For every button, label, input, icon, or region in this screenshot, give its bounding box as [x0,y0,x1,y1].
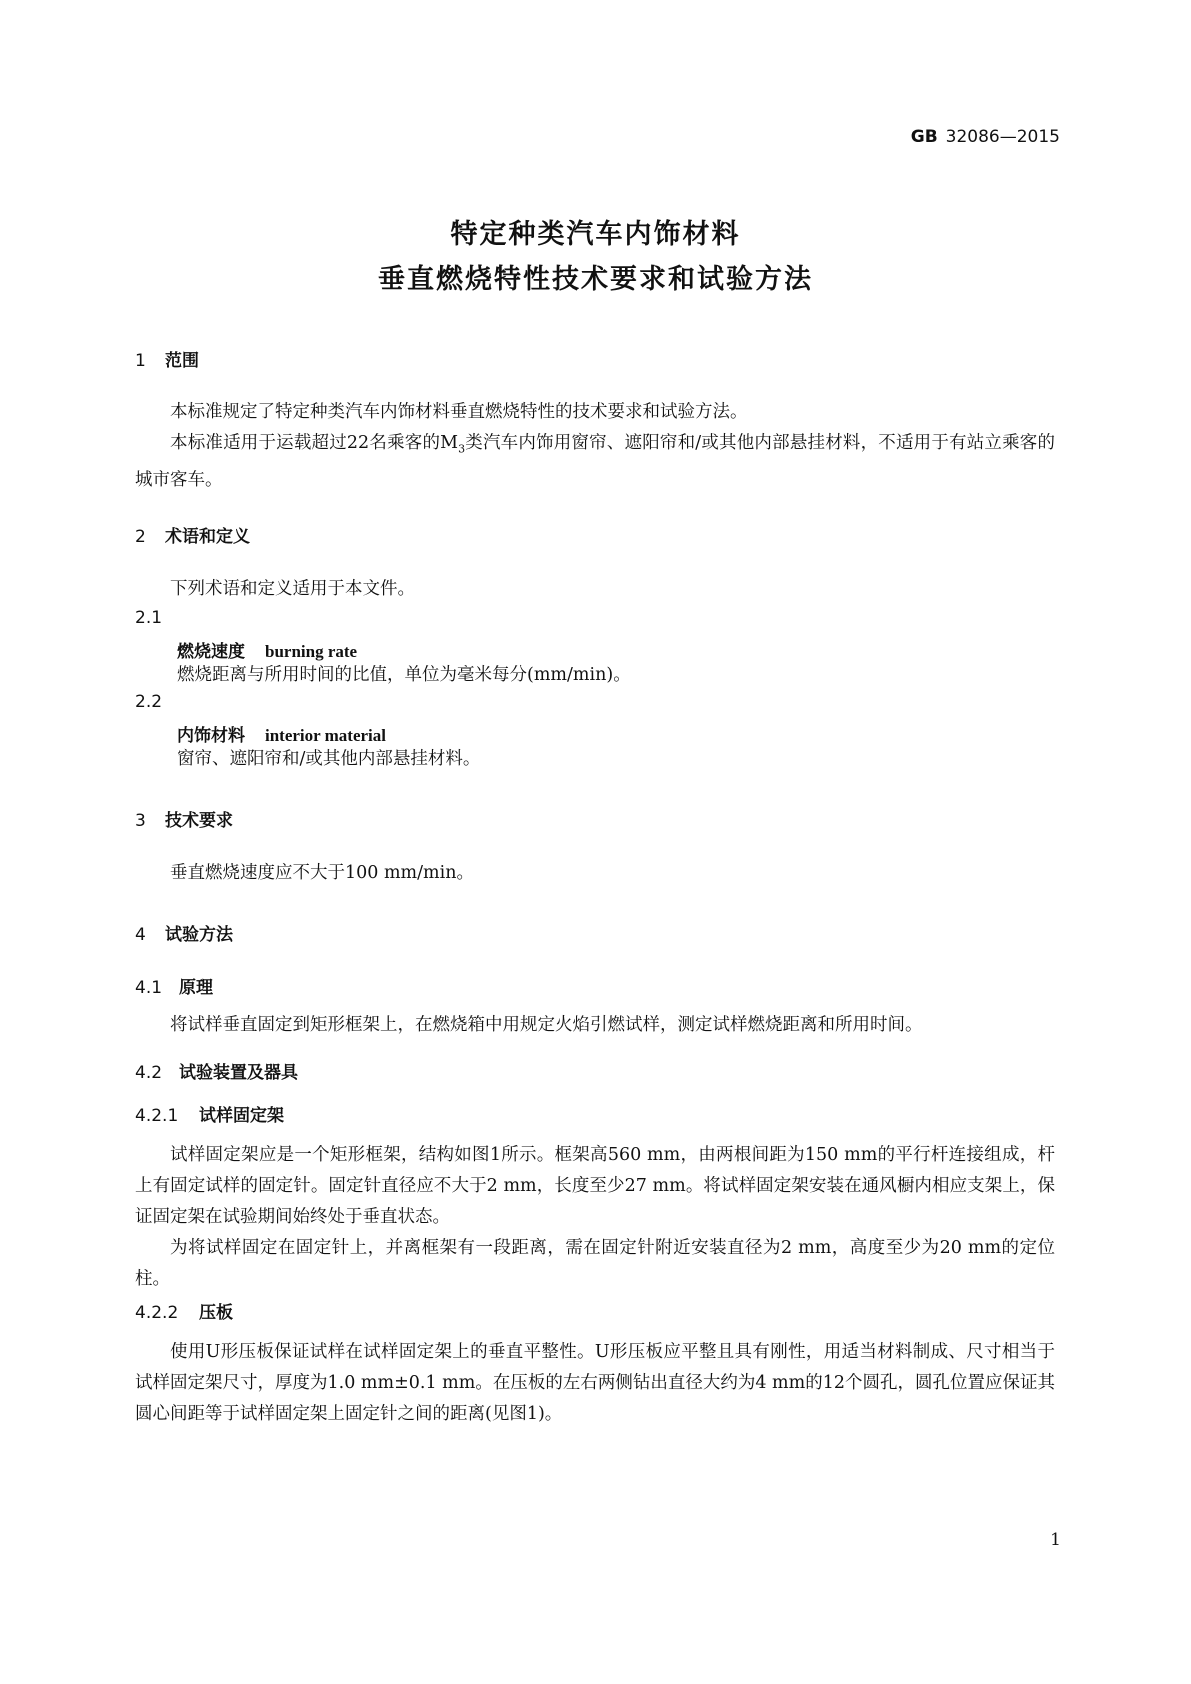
section-1-paragraph-1: 本标准规定了特定种类汽车内饰材料垂直燃烧特性的技术要求和试验方法。 [170,402,748,422]
term-2-2-definition: 窗帘、遮阳帘和/或其他内部悬挂材料。 [177,749,481,769]
term-2-1-definition: 燃烧距离与所用时间的比值，单位为毫米每分(mm/min)。 [177,665,631,685]
section-4-2-1-paragraph-1: 试样固定架应是一个矩形框架，结构如图1所示。框架高560 mm，由两根间距为150 mm的平行杆连接组成，杆上有固定试样的固定针。固定针直径应不大于2 mm，长度至少27 mm。将试样固定架安装在通风橱内相应支架上，保证固定架在试验期间始终处于垂直状态。 [135,1145,1055,1227]
title-line-2: 垂直燃烧特性技术要求和试验方法 [378,264,813,295]
section-3-heading: 3 技术要求 [135,811,233,831]
section-4-1-paragraph: 将试样垂直固定到矩形框架上，在燃烧箱中用规定火焰引燃试样，测定试样燃烧距离和所用时间。 [170,1015,923,1035]
section-1-paragraph-2: 本标准适用于运载超过22名乘客的$M_3$类汽车内饰用窗帘、遮阳帘和/或其他内部悬挂材料，不适用于有站立乘客的城市客车。 [135,433,1055,490]
section-2-heading: 2 术语和定义 [135,527,250,547]
section-4-2-1-heading: 4.2.1 试样固定架 [135,1106,284,1126]
section-2-intro: 下列术语和定义适用于本文件。 [170,579,415,599]
term-2-1: 燃烧速度 burning rate [177,642,358,662]
term-2-2-number: 2.2 [135,692,163,712]
standard-code [911,127,1060,147]
page-number: 1 [1050,1530,1061,1550]
section-4-2-2-paragraph: 使用U形压板保证试样在试样固定架上的垂直平整性。U形压板应平整且具有刚性，用适当材料制成、尺寸相当于试样固定架尺寸，厚度为1.0 mm±0.1 mm。在压板的左右两侧钻出直径大约为4 mm的12个圆孔，圆孔位置应保证其圆心间距等于试样固定架上固定针之间的距离(见图1)。 [135,1342,1055,1424]
term-2-1-number: 2.1 [135,608,163,628]
section-1-heading: 1 范围 [135,351,199,371]
section-4-1-heading: 4.1 原理 [135,978,213,998]
term-2-2: 内饰材料 interior material [177,726,387,746]
title-line-1: 特定种类汽车内饰材料 [450,219,741,250]
section-4-2-1-paragraph-2: 为将试样固定在固定针上，并离框架有一段距离，需在固定针附近安装直径为2 mm，高度至少为20 mm的定位柱。 [135,1238,1055,1289]
standard-prefix: GB [910,127,938,147]
section-4-2-heading: 4.2 试验装置及器具 [135,1063,298,1083]
section-3-paragraph: 垂直燃烧速度应不大于100 mm/min。 [170,863,475,883]
section-4-2-2-heading: 4.2.2 压板 [135,1303,233,1323]
section-4-heading: 4 试验方法 [135,925,233,945]
standard-number: 32086—2015 [945,127,1060,147]
